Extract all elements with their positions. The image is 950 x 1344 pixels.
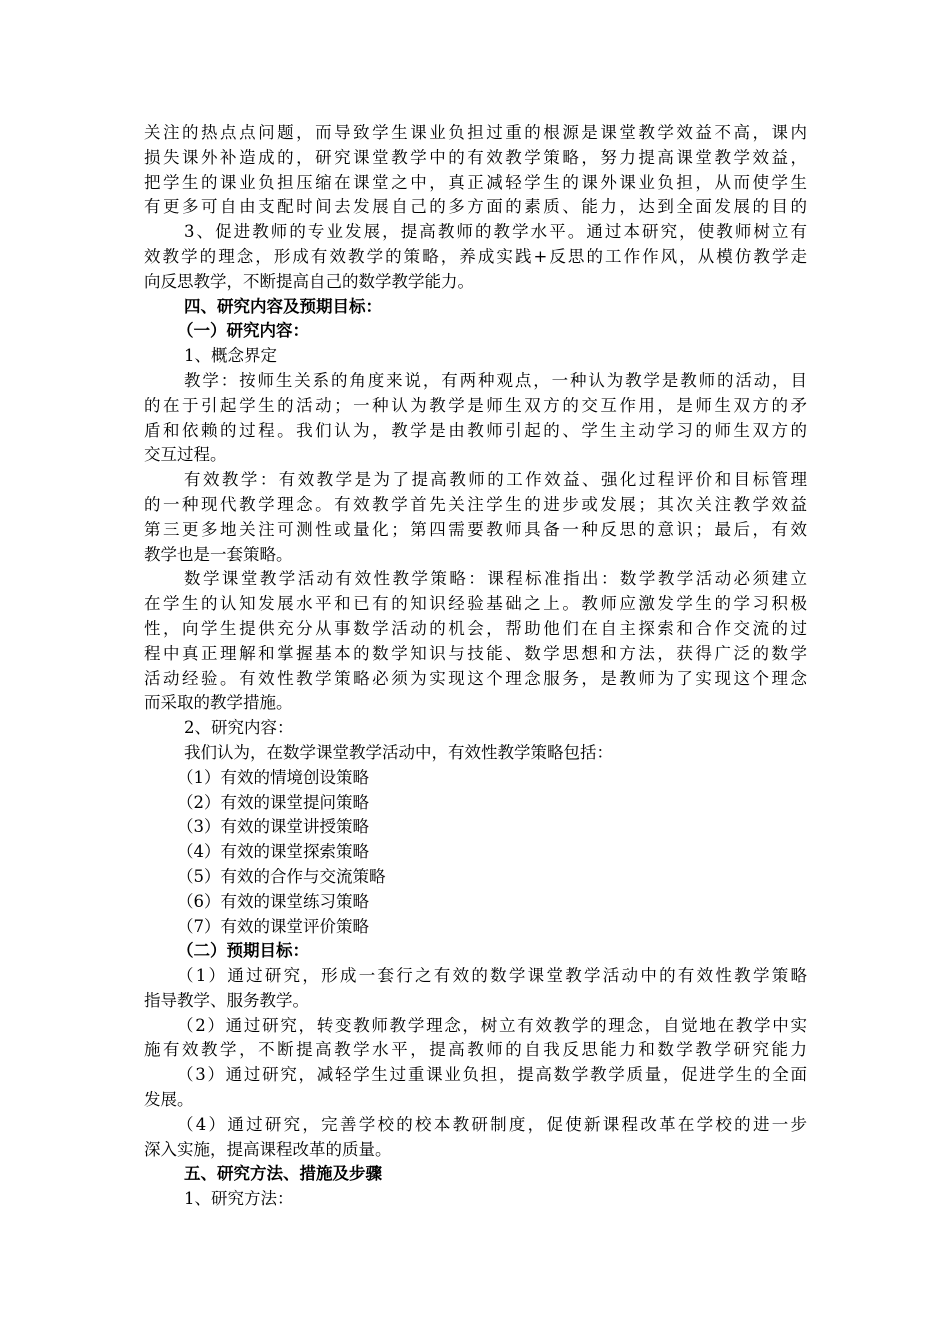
list-item: （1）有效的情境创设策略 (177, 767, 369, 787)
text-line: 程中真正理解和掌握基本的数学知识与技能、数学思想和方法，获得广泛的数学 (144, 643, 807, 663)
section-heading-5: 五、研究方法、措施及步骤 (184, 1164, 382, 1184)
text-line: 性，向学生提供充分从事数学活动的机会，帮助他们在自主探索和合作交流的过 (144, 618, 807, 638)
text-line: 教学也是一套策略。 (144, 544, 293, 564)
text-line: 施有效教学，不断提高教学水平，提高教师的自我反思能力和数学教学研究能力 (144, 1040, 807, 1060)
paragraph-effective-strategy (144, 567, 807, 716)
item-heading-research-methods: 1、研究方法： (184, 1189, 294, 1209)
text-line: 有效教学：有效教学是为了提高教师的工作效益、强化过程评价和目标管理 (184, 470, 807, 490)
text-line: 发展。 (144, 1090, 194, 1110)
text-line: 的在于引起学生的活动；一种认为教学是师生双方的交互作用，是师生双方的矛 (144, 395, 807, 415)
text-line: 而采取的教学措施。 (144, 693, 293, 713)
text-line: 3、促进教师的专业发展，提高教师的教学水平。通过本研究，使教师树立有 (184, 222, 807, 242)
text-line: （2）通过研究，转变教师教学理念，树立有效教学的理念，自觉地在教学中实 (177, 1015, 807, 1035)
list-item: （3）有效的课堂讲授策略 (177, 817, 369, 837)
list-item: （2）有效的课堂提问策略 (177, 792, 369, 812)
list-item: （4）有效的课堂探索策略 (177, 842, 369, 862)
section-heading-4: 四、研究内容及预期目标： (184, 296, 382, 316)
text-line: 的一种现代教学理念。有效教学首先关注学生的进步或发展；其次关注教学效益 (144, 494, 807, 514)
document-page (144, 121, 807, 1212)
text-line: （1）通过研究，形成一套行之有效的数学课堂教学活动中的有效性教学策略 (177, 966, 807, 986)
text-line: 交互过程。 (144, 445, 227, 465)
text-line: 第三更多地关注可测性或量化；第四需要教师具备一种反思的意识；最后，有效 (144, 519, 807, 539)
text-line: 指导教学、服务教学。 (144, 990, 309, 1010)
paragraph-teaching-definition (144, 369, 807, 468)
list-item: （6）有效的课堂练习策略 (177, 891, 369, 911)
text-line: 关注的热点点问题，而导致学生课业负担过重的根源是课堂教学效益不高，课内 (144, 123, 807, 142)
strategy-list (144, 766, 807, 940)
subsection-heading-research-content: （一）研究内容： (177, 321, 309, 341)
paragraph-goal-2 (144, 1014, 807, 1064)
paragraph-effective-teaching (144, 468, 807, 567)
text-line: 教学：按师生关系的角度来说，有两种观点，一种认为教学是教师的活动，目 (184, 370, 807, 390)
text-line: 活动经验。有效性教学策略必须为实现这个理念服务，是教师为了实现这个理念 (144, 668, 807, 688)
text-line: 在学生的认知发展水平和已有的知识经验基础之上。教师应激发学生的学习积极 (144, 594, 807, 614)
paragraph-goal-1 (144, 964, 807, 1014)
text-line: （4）通过研究，完善学校的校本教研制度，促使新课程改革在学校的进一步 (177, 1114, 807, 1134)
paragraph-continued (144, 121, 807, 220)
paragraph-goal-3 (144, 1063, 807, 1113)
paragraph-goal-4 (144, 1113, 807, 1163)
item-heading-research-content: 2、研究内容： (184, 718, 294, 738)
text-line: 效教学的理念，形成有效教学的策略，养成实践+反思的工作作风，从模仿教学走 (144, 246, 807, 266)
text-line: 盾和依赖的过程。我们认为，教学是由教师引起的、学生主动学习的师生双方的 (144, 420, 807, 440)
text-line: 有更多可自由支配时间去发展自己的多方面的素质、能力，达到全面发展的目的 (144, 197, 807, 217)
text-line: （3）通过研究，减轻学生过重课业负担，提高数学教学质量，促进学生的全面 (177, 1065, 807, 1085)
subsection-heading-expected-goals: （二）预期目标： (177, 941, 309, 961)
text-line: 向反思教学，不断提高自己的数学教学能力。 (144, 271, 474, 291)
text-line: 深入实施，提高课程改革的质量。 (144, 1139, 392, 1159)
paragraph-teacher-development (144, 220, 807, 294)
item-heading-concept-definition: 1、概念界定 (184, 346, 277, 366)
text-line: 数学课堂教学活动有效性教学策略：课程标准指出：数学教学活动必须建立 (184, 569, 807, 589)
text-line: 损失课外补造成的，研究课堂教学中的有效教学策略，努力提高课堂教学效益， (144, 147, 807, 167)
text-line: 我们认为，在数学课堂教学活动中，有效性教学策略包括： (184, 742, 613, 762)
list-item: （5）有效的合作与交流策略 (177, 866, 386, 886)
list-item: （7）有效的课堂评价策略 (177, 916, 369, 936)
text-line: 把学生的课业负担压缩在课堂之中，真正减轻学生的课外课业负担，从而使学生 (144, 172, 807, 192)
